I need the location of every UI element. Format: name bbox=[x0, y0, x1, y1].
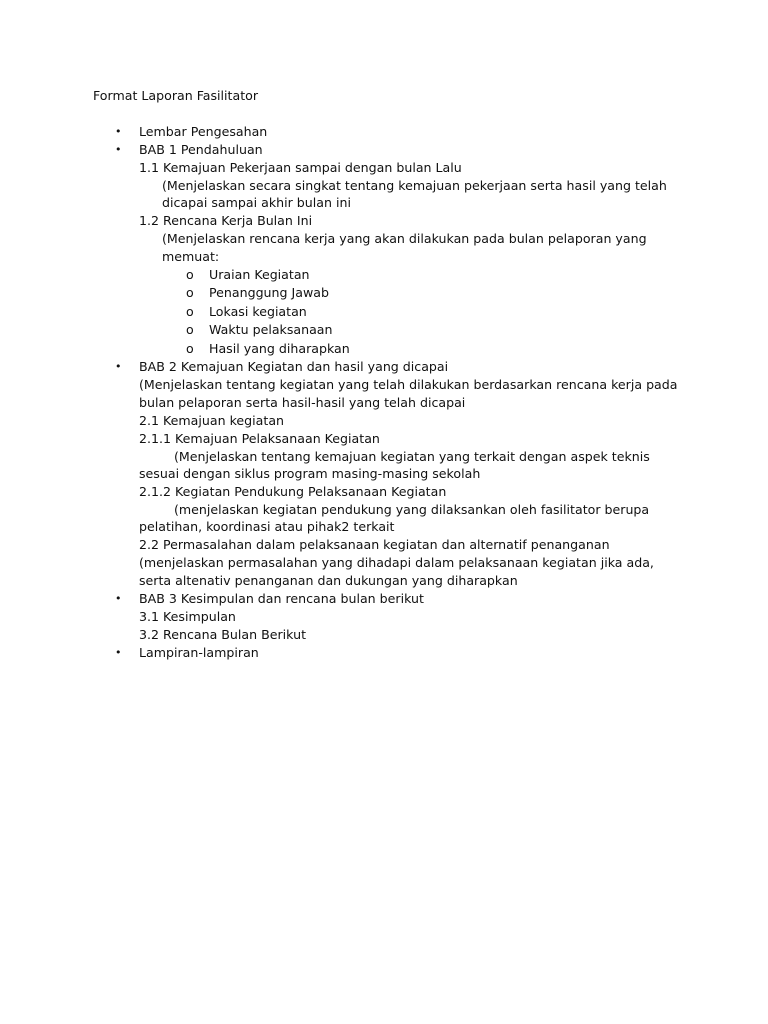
list-item-heading: BAB 3 Kesimpulan dan rencana bulan berikut bbox=[139, 591, 424, 606]
section-heading: 2.1.1 Kemajuan Pelaksanaan Kegiatan bbox=[139, 431, 380, 446]
list-item-heading: BAB 2 Kemajuan Kegiatan dan hasil yang dicapai bbox=[139, 359, 449, 374]
section-description: pelatihan, koordinasi atau pihak2 terkait bbox=[139, 519, 395, 534]
sub-bullet-icon: o bbox=[186, 341, 194, 356]
sub-list-item: Penanggung Jawab bbox=[209, 285, 329, 300]
sub-list-item: Uraian Kegiatan bbox=[209, 267, 310, 282]
list-item-heading: BAB 1 Pendahuluan bbox=[139, 142, 263, 157]
document-title: Format Laporan Fasilitator bbox=[93, 88, 259, 103]
sub-bullet-icon: o bbox=[186, 304, 194, 319]
sub-bullet-icon: o bbox=[186, 285, 194, 300]
bullet-icon: • bbox=[115, 125, 122, 138]
bullet-icon: • bbox=[115, 592, 122, 605]
sub-list-item: Hasil yang diharapkan bbox=[209, 341, 350, 356]
item-description: (Menjelaskan tentang kegiatan yang telah dilakukan berdasarkan rencana kerja pada bbox=[139, 377, 678, 392]
sub-list-item: Lokasi kegiatan bbox=[209, 304, 307, 319]
section-description: serta altenativ penanganan dan dukungan yang diharapkan bbox=[139, 573, 518, 588]
list-item-heading: Lampiran-lampiran bbox=[139, 645, 259, 660]
section-heading: 1.1 Kemajuan Pekerjaan sampai dengan bulan Lalu bbox=[139, 160, 462, 175]
sub-bullet-icon: o bbox=[186, 322, 194, 337]
section-heading: 2.1.2 Kegiatan Pendukung Pelaksanaan Kegiatan bbox=[139, 484, 447, 499]
bullet-icon: • bbox=[115, 646, 122, 659]
list-item-heading: Lembar Pengesahan bbox=[139, 124, 268, 139]
bullet-icon: • bbox=[115, 143, 122, 156]
item-description: bulan pelaporan serta hasil-hasil yang telah dicapai bbox=[139, 395, 466, 410]
section-description: (Menjelaskan tentang kemajuan kegiatan yang terkait dengan aspek teknis bbox=[174, 449, 650, 464]
sub-list-item: Waktu pelaksanaan bbox=[209, 322, 333, 337]
section-description: (Menjelaskan rencana kerja yang akan dilakukan pada bulan pelaporan yang bbox=[162, 231, 647, 246]
section-heading: 2.1 Kemajuan kegiatan bbox=[139, 413, 285, 428]
sub-bullet-icon: o bbox=[186, 267, 194, 282]
section-heading: 3.1 Kesimpulan bbox=[139, 609, 236, 624]
section-description: memuat: bbox=[162, 249, 220, 264]
bullet-icon: • bbox=[115, 360, 122, 373]
section-description: dicapai sampai akhir bulan ini bbox=[162, 195, 351, 210]
section-description: (menjelaskan permasalahan yang dihadapi dalam pelaksanaan kegiatan jika ada, bbox=[139, 555, 654, 570]
section-heading: 2.2 Permasalahan dalam pelaksanaan kegiatan dan alternatif penanganan bbox=[139, 537, 610, 552]
section-heading: 1.2 Rencana Kerja Bulan Ini bbox=[139, 213, 313, 228]
section-description: sesuai dengan siklus program masing-masing sekolah bbox=[139, 466, 481, 481]
section-description: (menjelaskan kegiatan pendukung yang dilaksankan oleh fasilitator berupa bbox=[174, 502, 650, 517]
section-description: (Menjelaskan secara singkat tentang kemajuan pekerjaan serta hasil yang telah bbox=[162, 178, 667, 193]
section-heading: 3.2 Rencana Bulan Berikut bbox=[139, 627, 307, 642]
